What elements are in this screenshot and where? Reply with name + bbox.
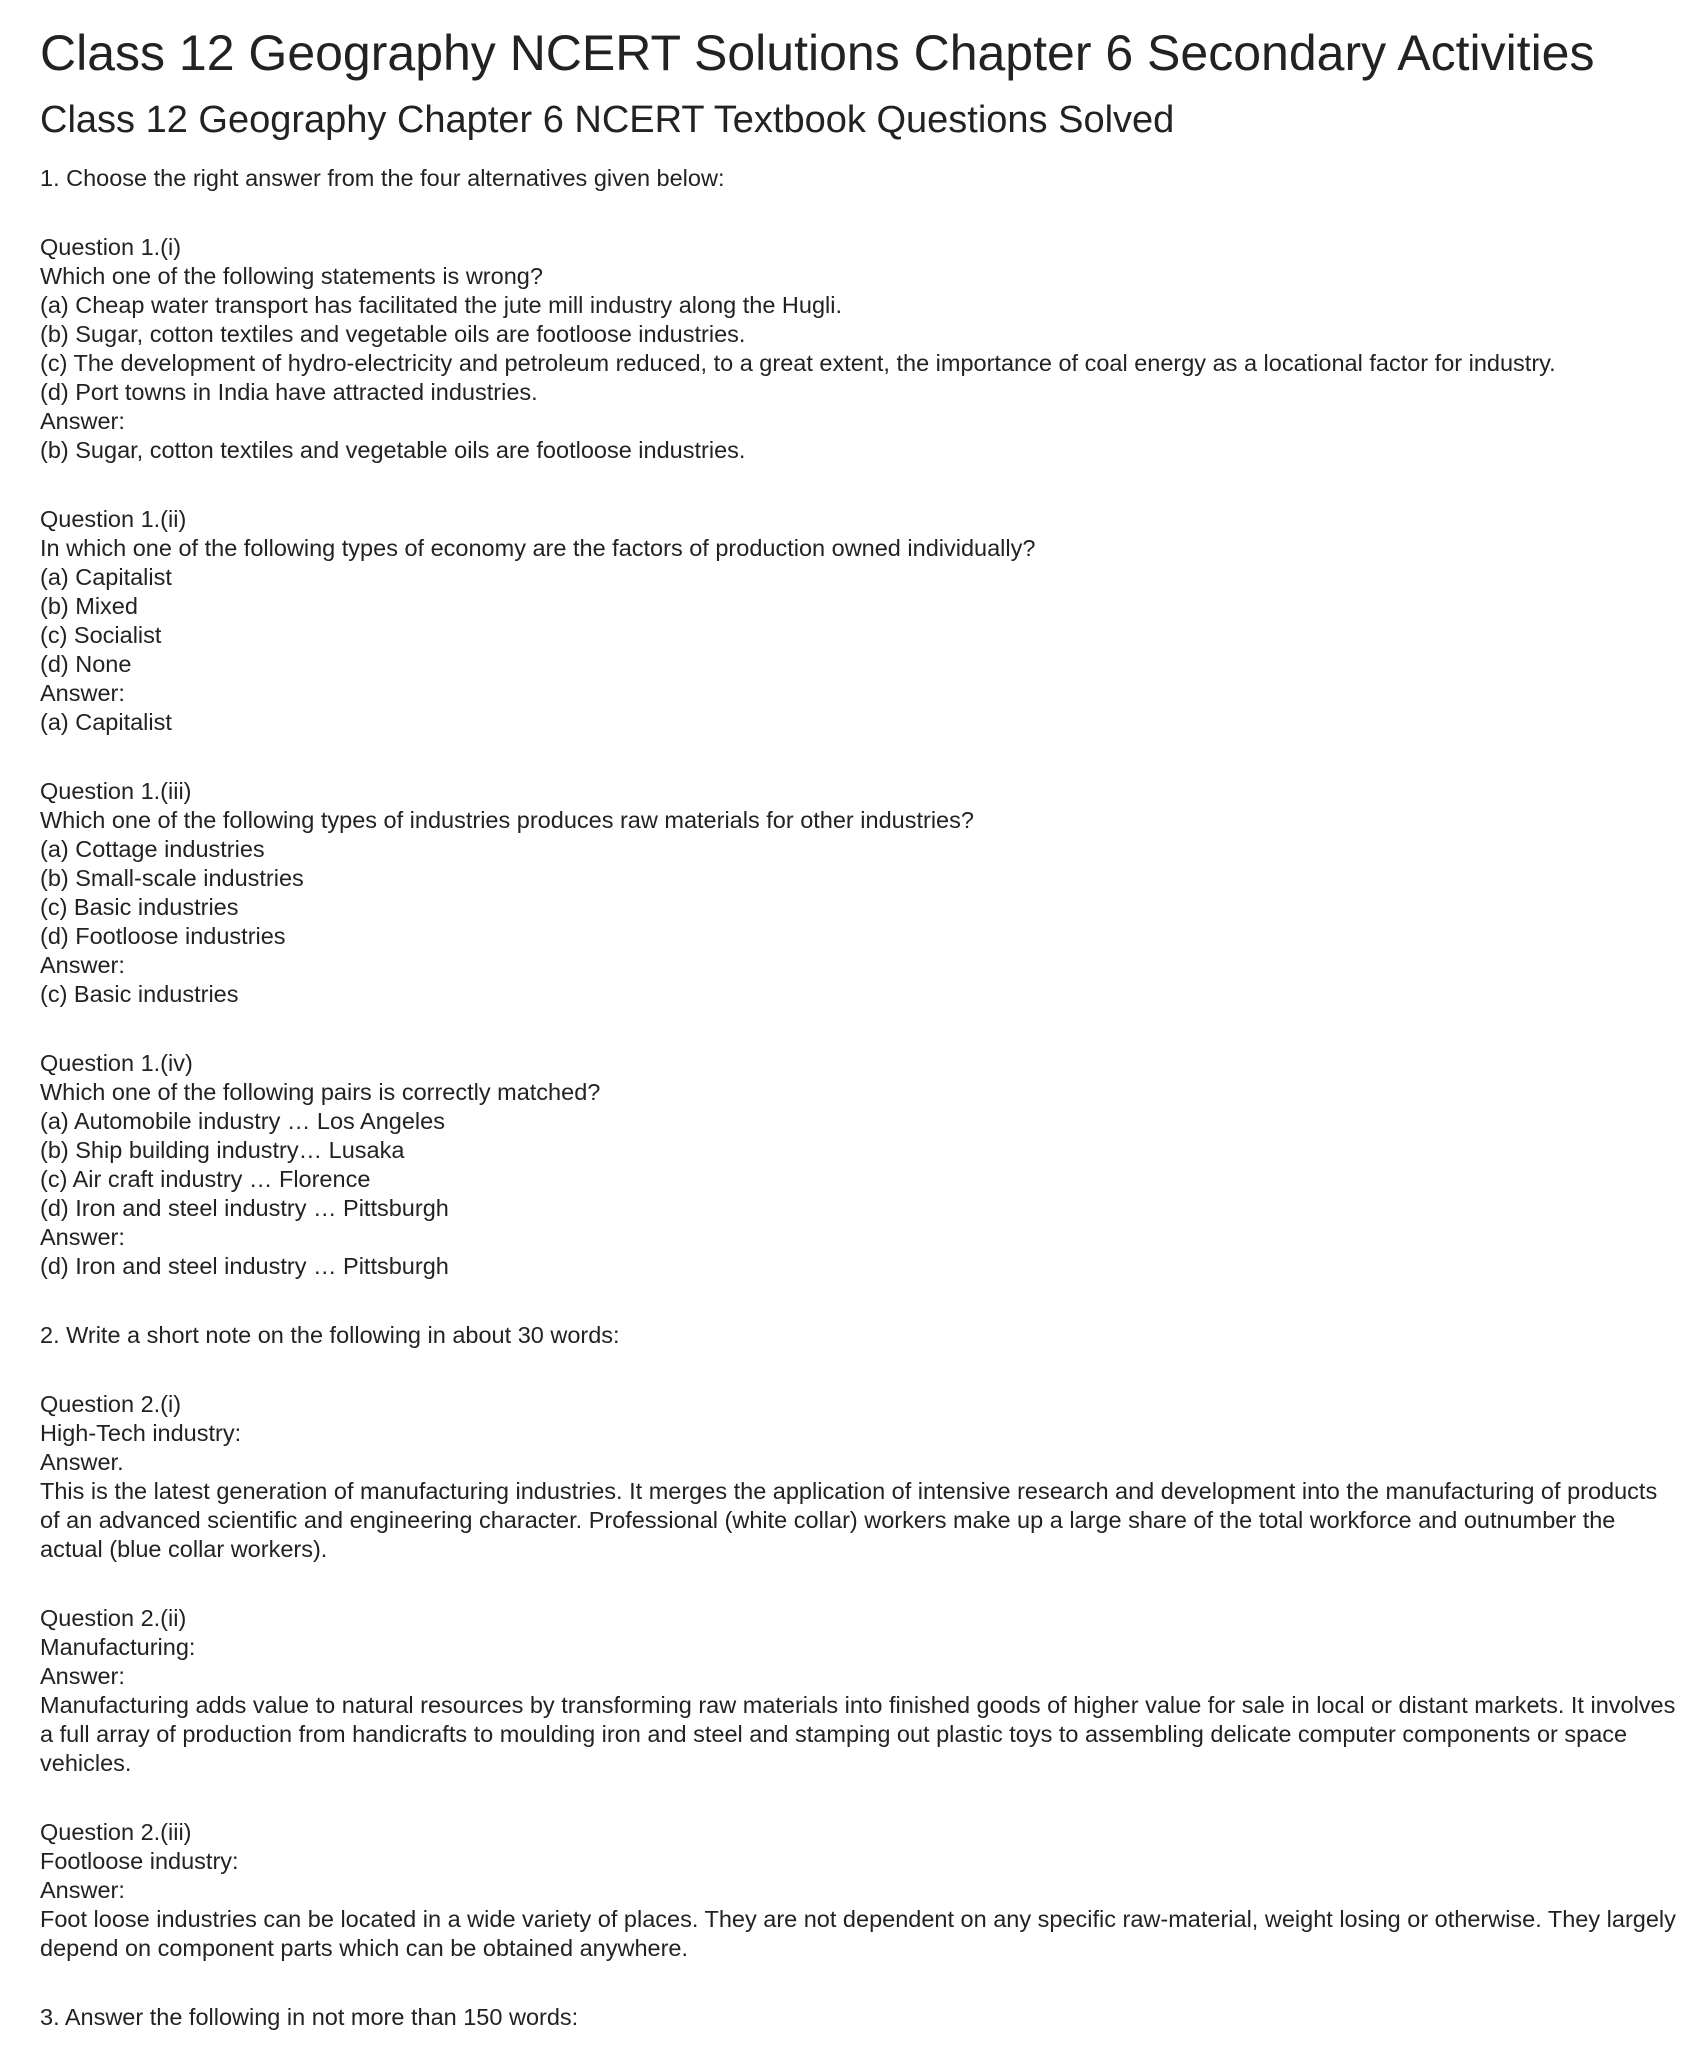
question-1-iii (40, 777, 1680, 1009)
page-title: Class 12 Geography NCERT Solutions Chapter 6 Secondary Activities (40, 25, 1595, 81)
question-1-i (40, 233, 1680, 465)
option-b: (b) Sugar, cotton textiles and vegetable oils are footloose industries. (40, 321, 746, 347)
question-label: Question 2.(iii) (40, 1819, 192, 1845)
option-d: (d) Footloose industries (40, 923, 286, 949)
option-c: (c) Basic industries (40, 894, 239, 920)
question-label: Question 2.(ii) (40, 1605, 187, 1631)
option-c: (c) Air craft industry … Florence (40, 1166, 371, 1192)
option-d: (d) Port towns in India have attracted industries. (40, 379, 538, 405)
option-a: (a) Capitalist (40, 564, 172, 590)
answer-label: Answer: (40, 408, 125, 434)
answer-text: This is the latest generation of manufacturing industries. It merges the application of intensive research and development into the manufacturing of products of an advanced scientific and engineering character. Professional (white collar) workers make up a large share of the total workforce and outnumber the actual (blue collar workers). (40, 1478, 1658, 1562)
question-2-ii (40, 1604, 1680, 1778)
section-3-heading: 3. Answer the following in not more than 150 words: (40, 2004, 579, 2030)
answer-text: (d) Iron and steel industry … Pittsburgh (40, 1253, 449, 1279)
option-d: (d) None (40, 651, 132, 677)
question-label: Question 1.(ii) (40, 506, 187, 532)
question-prompt: Manufacturing: (40, 1634, 196, 1660)
question-label: Question 2.(i) (40, 1391, 182, 1417)
answer-text: (c) Basic industries (40, 981, 239, 1007)
option-b: (b) Mixed (40, 593, 138, 619)
answer-text: (b) Sugar, cotton textiles and vegetable oils are footloose industries. (40, 437, 746, 463)
question-2-i (40, 1390, 1680, 1564)
question-prompt: High-Tech industry: (40, 1420, 242, 1446)
question-prompt: In which one of the following types of economy are the factors of production owned individually? (40, 535, 1036, 561)
option-c: (c) The development of hydro-electricity and petroleum reduced, to a great extent, the importance of coal energy as a locational factor for industry. (40, 350, 1556, 376)
page-subtitle: Class 12 Geography Chapter 6 NCERT Textbook Questions Solved (40, 99, 1175, 141)
option-a: (a) Cheap water transport has facilitated the jute mill industry along the Hugli. (40, 292, 843, 318)
option-d: (d) Iron and steel industry … Pittsburgh (40, 1195, 449, 1221)
answer-label: Answer: (40, 1877, 125, 1903)
question-1-ii (40, 505, 1680, 737)
answer-text: (a) Capitalist (40, 709, 172, 735)
answer-text: Foot loose industries can be located in a wide variety of places. They are not dependent on any specific raw-material, weight losing or otherwise. They largely depend on component parts which can be obtained anywhere. (40, 1906, 1676, 1961)
answer-label: Answer: (40, 952, 125, 978)
answer-text: Manufacturing adds value to natural resources by transforming raw materials into finished goods of higher value for sale in local or distant markets. It involves a full array of production from handicrafts to moulding iron and steel and stamping out plastic toys to assembling delicate computer components or space vehicles. (40, 1692, 1676, 1776)
question-1-iv (40, 1049, 1680, 1281)
question-prompt: Footloose industry: (40, 1848, 239, 1874)
question-prompt: Which one of the following types of industries produces raw materials for other industries? (40, 807, 974, 833)
answer-label: Answer: (40, 680, 125, 706)
section-2-heading: 2. Write a short note on the following in about 30 words: (40, 1322, 620, 1348)
question-prompt: Which one of the following pairs is correctly matched? (40, 1079, 601, 1105)
option-b: (b) Ship building industry… Lusaka (40, 1137, 405, 1163)
question-label: Question 1.(iii) (40, 778, 192, 804)
option-a: (a) Cottage industries (40, 836, 265, 862)
answer-label: Answer. (40, 1449, 124, 1475)
section-1-heading: 1. Choose the right answer from the four alternatives given below: (40, 165, 725, 191)
option-a: (a) Automobile industry … Los Angeles (40, 1108, 445, 1134)
answer-label: Answer: (40, 1224, 125, 1250)
question-2-iii (40, 1818, 1680, 1963)
question-label: Question 1.(i) (40, 234, 182, 260)
answer-label: Answer: (40, 1663, 125, 1689)
question-label: Question 1.(iv) (40, 1050, 193, 1076)
option-c: (c) Socialist (40, 622, 162, 648)
question-prompt: Which one of the following statements is wrong? (40, 263, 543, 289)
document-page (40, 22, 1680, 2032)
option-b: (b) Small-scale industries (40, 865, 304, 891)
